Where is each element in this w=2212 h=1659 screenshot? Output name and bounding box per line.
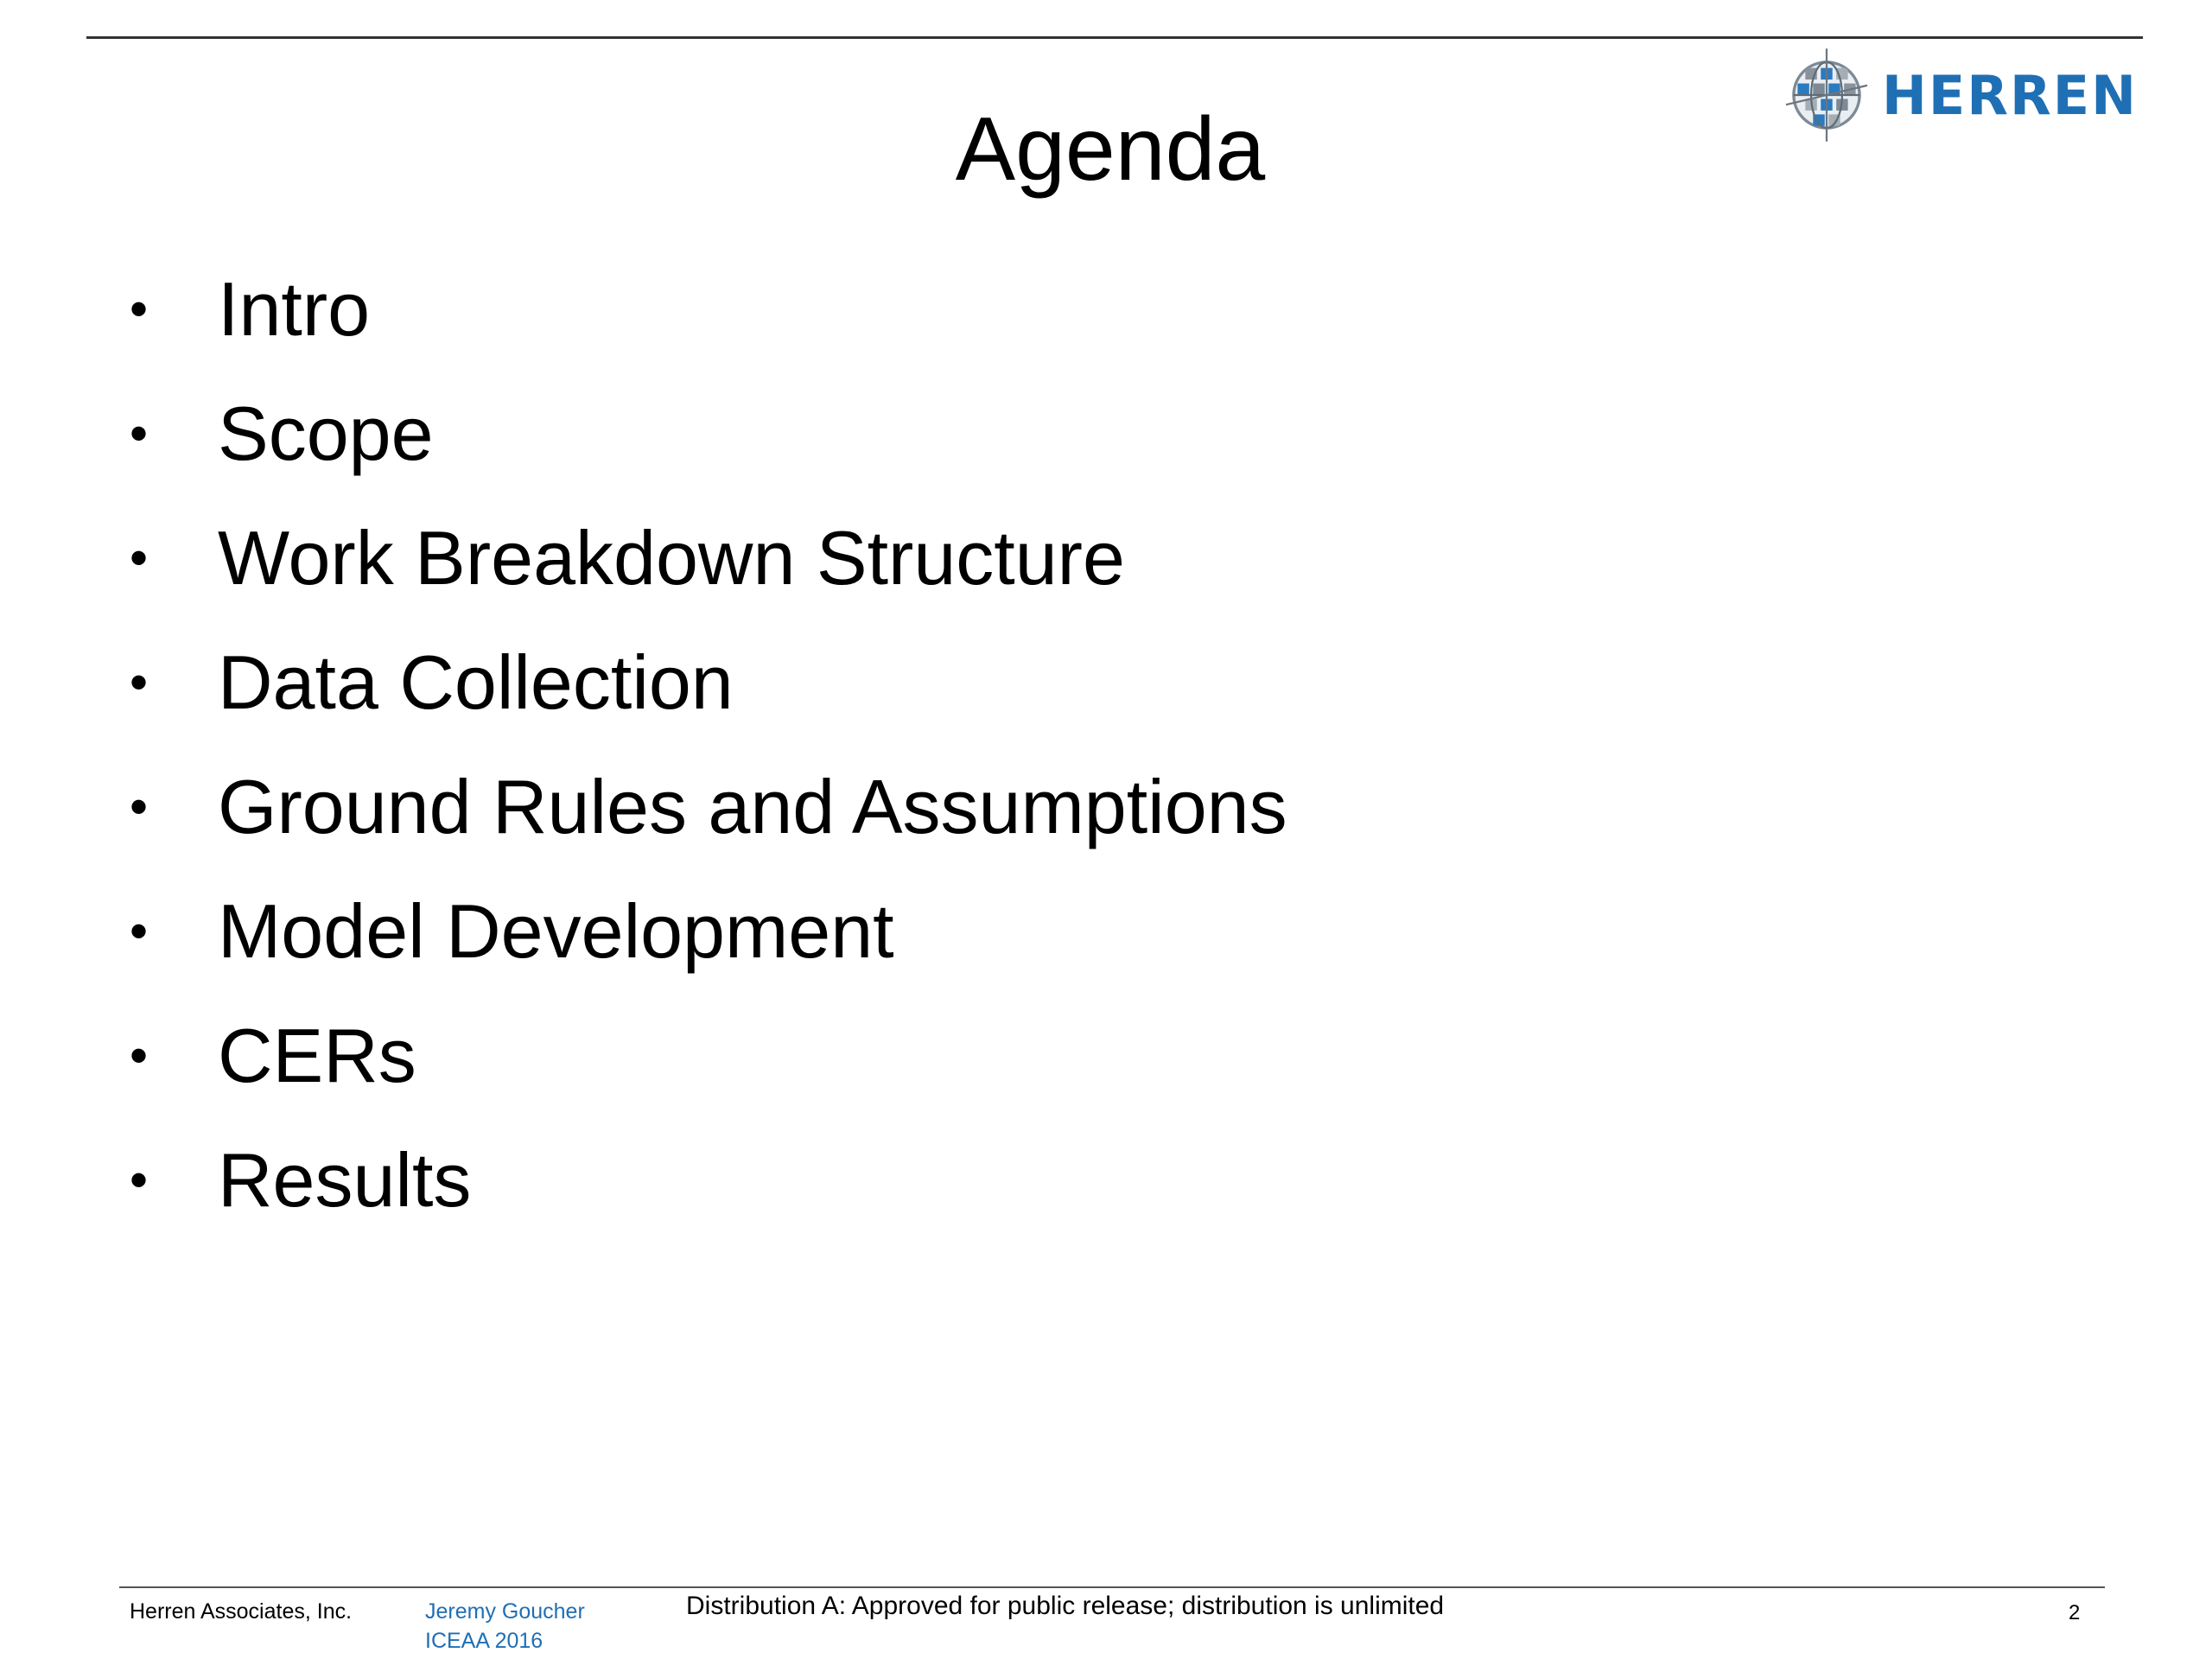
footer-event: ICEAA 2016 bbox=[425, 1629, 543, 1653]
slide-title: Agenda bbox=[955, 99, 1266, 200]
agenda-item-label: CERs bbox=[218, 1013, 416, 1098]
agenda-item-label: Intro bbox=[218, 266, 371, 352]
agenda-item-cers bbox=[130, 994, 1287, 1118]
bullet-icon: • bbox=[130, 902, 149, 960]
bullet-icon: • bbox=[130, 1027, 149, 1084]
footer-author: Jeremy Goucher bbox=[425, 1599, 585, 1624]
bullet-icon: • bbox=[130, 280, 149, 338]
agenda-item-label: Model Development bbox=[218, 888, 894, 974]
agenda-item-label: Data Collection bbox=[218, 639, 734, 725]
footer-author-block bbox=[425, 1597, 585, 1656]
bullet-icon: • bbox=[130, 529, 149, 587]
logo-text: HERREN bbox=[1882, 63, 2138, 127]
bullet-icon: • bbox=[130, 653, 149, 711]
agenda-item-label: Ground Rules and Assumptions bbox=[218, 764, 1287, 849]
bullet-icon: • bbox=[130, 1151, 149, 1209]
footer-divider bbox=[119, 1586, 2105, 1588]
agenda-list bbox=[130, 247, 1287, 1243]
agenda-item-intro bbox=[130, 247, 1287, 372]
agenda-item-ground-rules bbox=[130, 745, 1287, 869]
bullet-icon: • bbox=[130, 404, 149, 462]
agenda-item-work-breakdown-structure bbox=[130, 496, 1287, 620]
page-number: 2 bbox=[2069, 1601, 2081, 1624]
agenda-item-data-collection bbox=[130, 620, 1287, 745]
agenda-item-label: Work Breakdown Structure bbox=[218, 515, 1125, 601]
agenda-item-label: Results bbox=[218, 1137, 472, 1223]
agenda-item-results bbox=[130, 1118, 1287, 1243]
footer-company: Herren Associates, Inc. bbox=[130, 1599, 353, 1624]
bullet-icon: • bbox=[130, 778, 149, 836]
top-divider bbox=[86, 36, 2143, 39]
footer-distribution-statement: Distribution A: Approved for public release; distribution is unlimited bbox=[686, 1592, 1445, 1620]
agenda-item-model-development bbox=[130, 869, 1287, 994]
agenda-item-scope bbox=[130, 372, 1287, 496]
agenda-item-label: Scope bbox=[218, 391, 434, 476]
